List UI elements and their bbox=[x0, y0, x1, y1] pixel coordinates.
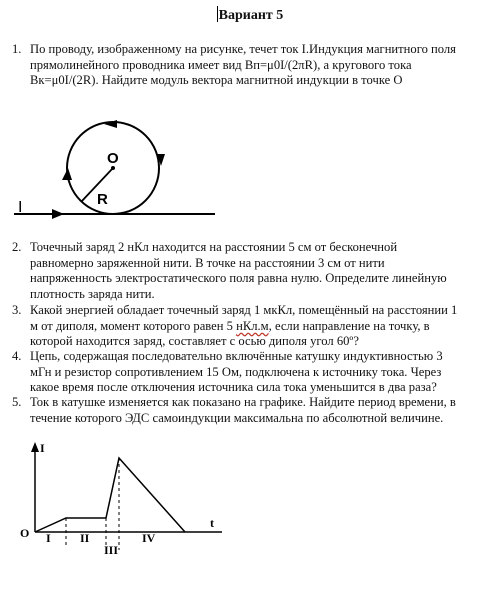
problem-line: Какой энергией обладает точечный заряд 1 мкКл, помещённый на расстоянии 1 bbox=[30, 303, 458, 317]
problem-line: Цепь, содержащая последовательно включённые катушку индуктивностью 3 bbox=[30, 349, 443, 363]
problem-1 bbox=[12, 42, 490, 90]
problem-line: мГн и резистор сопротивлением 15 Ом, подключена к источнику тока. Через bbox=[30, 364, 442, 379]
origin-label: O bbox=[20, 526, 30, 540]
problem-line: Точечный заряд 2 нКл находится на расстоянии 5 см от бесконечной bbox=[30, 240, 398, 254]
problem-3 bbox=[12, 303, 490, 351]
y-axis-label: I bbox=[40, 441, 45, 455]
problem-number: 1. bbox=[12, 42, 22, 56]
interval-label-2: II bbox=[80, 531, 90, 545]
radius-label: R bbox=[97, 191, 108, 208]
current-curve bbox=[35, 458, 185, 532]
wire-loop-figure bbox=[0, 120, 260, 230]
problem-5 bbox=[12, 395, 490, 427]
problem-line: какое время после отключения источника сила тока уменьшится в два раза? bbox=[30, 380, 437, 395]
problem-line: м от диполя, момент которого равен 5 нКл.м, если направление на точку, в bbox=[30, 318, 430, 333]
interval-label-4: IV bbox=[142, 531, 156, 545]
x-axis-label: t bbox=[210, 516, 214, 530]
problem-4 bbox=[12, 349, 490, 397]
current-time-graph bbox=[0, 436, 260, 571]
title-text: Вариант 5 bbox=[218, 8, 284, 23]
problem-line: плотность заряда нити. bbox=[30, 286, 155, 301]
y-axis-arrow-icon bbox=[31, 442, 39, 452]
problem-number: 4. bbox=[12, 349, 22, 363]
arrow-wire-icon bbox=[52, 209, 64, 219]
problem-line: которой находится заряд, составляет с осью диполя угол 60º? bbox=[30, 334, 359, 349]
current-label: I bbox=[18, 199, 23, 216]
problem-line: прямолинейного проводника имеет вид Bп=μ0I/(2πR), а кругового тока bbox=[30, 57, 412, 72]
problem-line: течение которого ЭДС самоиндукции максимальна по абсолютной величине. bbox=[30, 410, 444, 425]
interval-label-3: III bbox=[104, 543, 119, 557]
problem-line: Ток в катушке изменяется как показано на графике. Найдите период времени, в bbox=[30, 395, 456, 409]
problem-number: 2. bbox=[12, 240, 22, 254]
text-cursor bbox=[217, 6, 218, 22]
problem-number: 5. bbox=[12, 395, 22, 409]
problem-2 bbox=[12, 240, 490, 304]
page-title bbox=[0, 6, 500, 24]
interval-label-1: I bbox=[46, 531, 51, 545]
problem-line: Bк=μ0I/(2R). Найдите модуль вектора магнитной индукции в точке О bbox=[30, 73, 403, 88]
problem-line: По проводу, изображенному на рисунке, течет ток I.Индукция магнитного поля bbox=[30, 42, 456, 56]
problem-line: напряженность электростатического поля равна нулю. Определите линейную bbox=[30, 271, 447, 286]
spellcheck-underline: нКл.м bbox=[236, 318, 269, 333]
problem-number: 3. bbox=[12, 303, 22, 317]
center-label: O bbox=[107, 150, 119, 167]
problem-line: равномерно заряженной нити. В точке на расстоянии 3 см от нити bbox=[30, 255, 385, 270]
